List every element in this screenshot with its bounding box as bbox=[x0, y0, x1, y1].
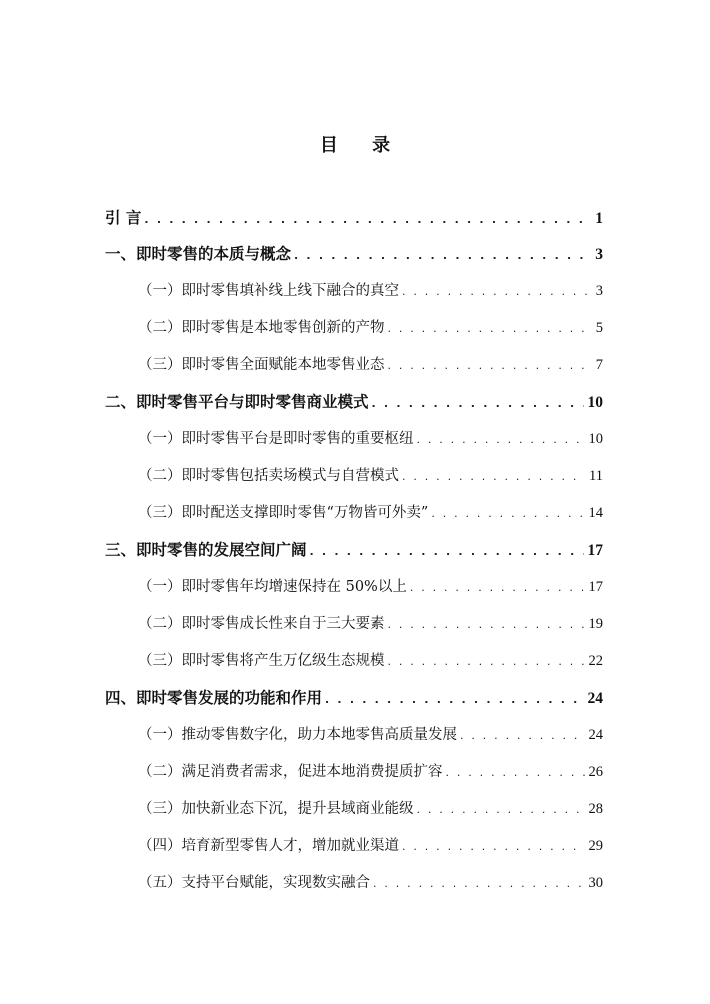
toc-entry-label: （三）加快新业态下沉，提升县域商业能级 bbox=[138, 801, 414, 817]
toc-page-number: 19 bbox=[588, 616, 603, 632]
toc-page-number: 10 bbox=[588, 431, 603, 447]
toc-dot-leader bbox=[310, 541, 584, 563]
toc-entry-label: （一）即时零售填补线上线下融合的真空 bbox=[138, 283, 399, 299]
toc-entry-label: （二）满足消费者需求，促进本地消费提质扩容 bbox=[138, 764, 443, 780]
toc-entry-section-3-2[interactable] bbox=[138, 613, 603, 635]
toc-page-number: 26 bbox=[588, 764, 603, 780]
toc-entry-section-4-1[interactable] bbox=[138, 724, 603, 746]
toc-page-number: 30 bbox=[588, 875, 603, 891]
toc-entry-section-4[interactable] bbox=[105, 687, 603, 709]
toc-page-number: 24 bbox=[588, 727, 603, 743]
toc-entry-section-4-2[interactable] bbox=[138, 761, 603, 783]
toc-entry-label: （二）即时零售成长性来自于三大要素 bbox=[138, 616, 385, 632]
toc-entry-label: （二）即时零售包括卖场模式与自营模式 bbox=[138, 468, 399, 484]
toc-dot-leader bbox=[325, 689, 583, 711]
toc-page-number: 10 bbox=[587, 394, 603, 411]
toc-dot-leader bbox=[388, 355, 592, 377]
toc-entry-label: 四、即时零售发展的功能和作用 bbox=[105, 688, 323, 707]
toc-dot-leader bbox=[460, 725, 585, 747]
toc-page-number: 7 bbox=[595, 357, 603, 373]
toc-dot-leader bbox=[294, 245, 591, 267]
toc-dot-leader bbox=[417, 429, 585, 451]
toc-entry-label: （三）即时零售全面赋能本地零售业态 bbox=[138, 357, 385, 373]
toc-entry-label: （三）即时配送支撑即时零售“万物皆可外卖” bbox=[138, 505, 429, 521]
toc-dot-leader bbox=[144, 209, 591, 231]
toc-dot-leader bbox=[402, 466, 585, 488]
toc-dot-leader bbox=[372, 393, 584, 415]
toc-entry-section-3[interactable] bbox=[105, 539, 603, 561]
toc-page-number: 29 bbox=[588, 838, 603, 854]
toc-page-number: 1 bbox=[595, 210, 603, 227]
toc-entry-label: （三）即时零售将产生万亿级生态规模 bbox=[138, 653, 385, 669]
toc-entry-label: （五）支持平台赋能，实现数实融合 bbox=[138, 875, 370, 891]
toc-dot-leader bbox=[388, 318, 592, 340]
toc-page-number: 11 bbox=[589, 468, 603, 484]
toc-dot-leader bbox=[402, 281, 592, 303]
toc-entry-section-1[interactable] bbox=[105, 243, 603, 265]
toc-entry-section-1-1[interactable] bbox=[138, 280, 603, 302]
toc-entry-section-1-2[interactable] bbox=[138, 317, 603, 339]
toc-dot-leader bbox=[402, 836, 585, 858]
toc-entry-section-4-5[interactable] bbox=[138, 872, 603, 894]
toc-dot-leader bbox=[410, 577, 585, 599]
toc-entry-label: 三、即时零售的发展空间广阔 bbox=[105, 540, 307, 559]
toc-entry-section-1-3[interactable] bbox=[138, 354, 603, 376]
toc-entry-label: （二）即时零售是本地零售创新的产物 bbox=[138, 320, 385, 336]
toc-entry-label: （一）即时零售平台是即时零售的重要枢纽 bbox=[138, 431, 414, 447]
toc-dot-leader bbox=[446, 762, 585, 784]
toc-entry-section-2-2[interactable] bbox=[138, 465, 603, 487]
toc-entry-section-4-4[interactable] bbox=[138, 835, 603, 857]
toc-page-number: 5 bbox=[595, 320, 603, 336]
toc-entry-label: （四）培育新型零售人才，增加就业渠道 bbox=[138, 838, 399, 854]
toc-page-number: 17 bbox=[587, 542, 603, 559]
page-title: 目 录 bbox=[319, 135, 405, 156]
toc-dot-leader bbox=[431, 503, 584, 525]
toc-entry-label: 二、即时零售平台与即时零售商业模式 bbox=[105, 392, 369, 411]
toc-page-number: 22 bbox=[588, 653, 603, 669]
toc-page-number: 14 bbox=[588, 505, 603, 521]
toc-entry-label: 一、即时零售的本质与概念 bbox=[105, 244, 292, 263]
toc-entry-section-2[interactable] bbox=[105, 391, 603, 413]
toc-page-number: 17 bbox=[588, 579, 603, 595]
toc-page-number: 3 bbox=[595, 246, 603, 263]
toc-dot-leader bbox=[417, 799, 585, 821]
toc-page-number: 28 bbox=[588, 801, 603, 817]
toc-entry-label: 引 言 bbox=[105, 208, 142, 227]
toc-entry-section-2-3[interactable] bbox=[138, 502, 603, 524]
toc-entry-label: （一）即时零售年均增速保持在 50%以上 bbox=[138, 579, 407, 595]
toc-entry-intro[interactable] bbox=[105, 207, 603, 229]
toc-dot-leader bbox=[373, 873, 585, 895]
toc-page-number: 24 bbox=[587, 690, 603, 707]
toc-dot-leader bbox=[388, 651, 585, 673]
toc-dot-leader bbox=[388, 614, 585, 636]
toc-entry-section-4-3[interactable] bbox=[138, 798, 603, 820]
toc-entry-label: （一）推动零售数字化，助力本地零售高质量发展 bbox=[138, 727, 457, 743]
toc-entry-section-2-1[interactable] bbox=[138, 428, 603, 450]
toc-page-number: 3 bbox=[595, 283, 603, 299]
toc-entry-section-3-1[interactable] bbox=[138, 576, 603, 598]
toc-entry-section-3-3[interactable] bbox=[138, 650, 603, 672]
